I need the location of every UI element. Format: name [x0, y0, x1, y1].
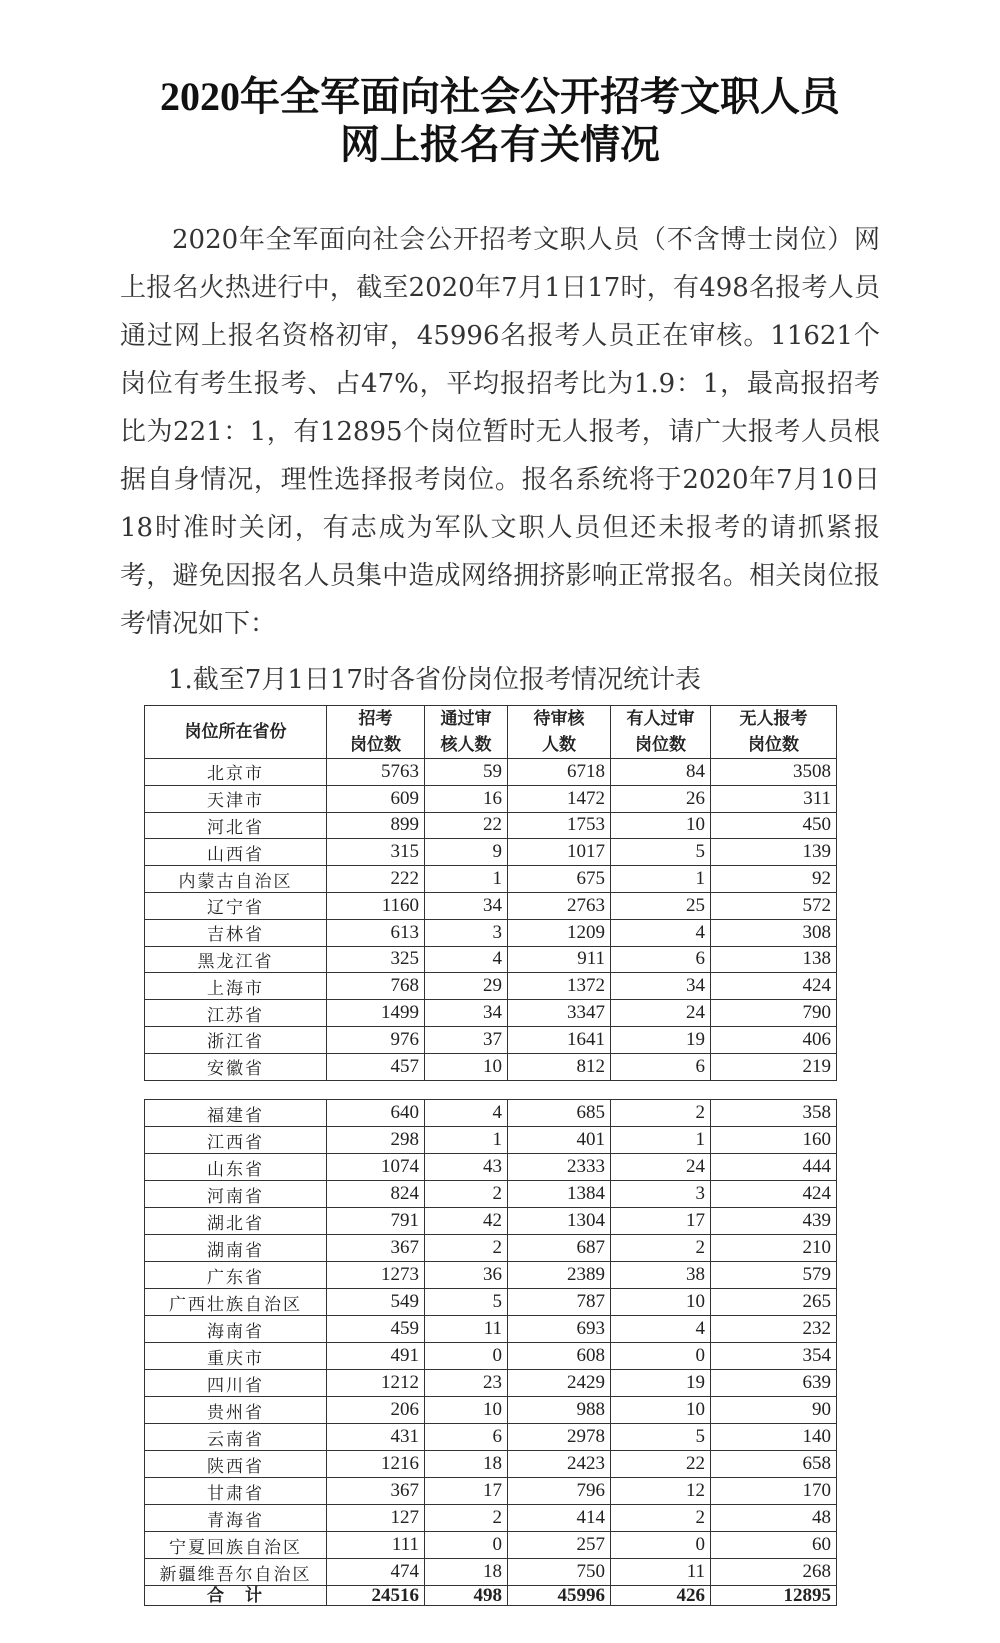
province-cell: 河南省	[145, 1181, 327, 1208]
value-cell: 1212	[327, 1370, 425, 1397]
value-cell: 6	[425, 1424, 508, 1451]
table-row	[145, 1370, 837, 1397]
value-cell: 424	[711, 973, 837, 1000]
value-cell: 10	[425, 1053, 508, 1080]
value-cell: 17	[425, 1478, 508, 1505]
table-row	[145, 839, 837, 866]
value-cell: 2978	[508, 1424, 611, 1451]
value-cell: 160	[711, 1127, 837, 1154]
province-cell: 四川省	[145, 1370, 327, 1397]
table-row	[145, 1000, 837, 1027]
value-cell: 10	[611, 1289, 711, 1316]
value-cell: 268	[711, 1559, 837, 1586]
value-cell: 2333	[508, 1154, 611, 1181]
table-row	[145, 1262, 837, 1289]
province-cell: 贵州省	[145, 1397, 327, 1424]
header-recruit-positions: 招考 岗位数	[327, 706, 425, 759]
value-cell: 1372	[508, 973, 611, 1000]
table-row	[145, 1053, 837, 1080]
value-cell: 140	[711, 1424, 837, 1451]
value-cell: 450	[711, 812, 837, 839]
table-row	[145, 1127, 837, 1154]
value-cell: 1160	[327, 892, 425, 919]
value-cell: 111	[327, 1532, 425, 1559]
value-cell: 3	[425, 919, 508, 946]
table-row	[145, 1235, 837, 1262]
province-cell: 合 计	[145, 1586, 327, 1606]
value-cell: 1499	[327, 1000, 425, 1027]
value-cell: 16	[425, 785, 508, 812]
value-cell: 37	[425, 1026, 508, 1053]
value-cell: 36	[425, 1262, 508, 1289]
value-cell: 45996	[508, 1586, 611, 1606]
table-row	[145, 1181, 837, 1208]
value-cell: 11	[425, 1316, 508, 1343]
value-cell: 1472	[508, 785, 611, 812]
value-cell: 608	[508, 1343, 611, 1370]
table-total-row	[145, 1586, 837, 1606]
value-cell: 639	[711, 1370, 837, 1397]
province-cell: 青海省	[145, 1505, 327, 1532]
value-cell: 219	[711, 1053, 837, 1080]
value-cell: 60	[711, 1532, 837, 1559]
value-cell: 2	[425, 1505, 508, 1532]
value-cell: 139	[711, 839, 837, 866]
province-cell: 甘肃省	[145, 1478, 327, 1505]
document-title-line-2: 网上报名有关情况	[340, 122, 660, 167]
province-cell: 天津市	[145, 785, 327, 812]
value-cell: 358	[711, 1100, 837, 1127]
value-cell: 24516	[327, 1586, 425, 1606]
province-cell: 上海市	[145, 973, 327, 1000]
province-cell: 山东省	[145, 1154, 327, 1181]
value-cell: 976	[327, 1026, 425, 1053]
province-cell: 河北省	[145, 812, 327, 839]
value-cell: 790	[711, 1000, 837, 1027]
value-cell: 1	[611, 866, 711, 893]
province-cell: 安徽省	[145, 1053, 327, 1080]
province-cell: 湖北省	[145, 1208, 327, 1235]
value-cell: 5	[611, 1424, 711, 1451]
value-cell: 768	[327, 973, 425, 1000]
value-cell: 29	[425, 973, 508, 1000]
province-cell: 浙江省	[145, 1026, 327, 1053]
province-cell: 湖南省	[145, 1235, 327, 1262]
value-cell: 48	[711, 1505, 837, 1532]
value-cell: 265	[711, 1289, 837, 1316]
value-cell: 10	[425, 1397, 508, 1424]
value-cell: 19	[611, 1370, 711, 1397]
value-cell: 34	[425, 1000, 508, 1027]
value-cell: 444	[711, 1154, 837, 1181]
value-cell: 23	[425, 1370, 508, 1397]
table-caption: 1.截至7月1日17时各省份岗位报考情况统计表	[168, 665, 701, 695]
value-cell: 0	[611, 1343, 711, 1370]
province-cell: 福建省	[145, 1100, 327, 1127]
value-cell: 315	[327, 839, 425, 866]
value-cell: 2423	[508, 1451, 611, 1478]
province-stats-table-part-1	[144, 705, 837, 1081]
value-cell: 170	[711, 1478, 837, 1505]
value-cell: 687	[508, 1235, 611, 1262]
value-cell: 12895	[711, 1586, 837, 1606]
value-cell: 812	[508, 1053, 611, 1080]
value-cell: 911	[508, 946, 611, 973]
value-cell: 1	[425, 866, 508, 893]
value-cell: 311	[711, 785, 837, 812]
province-cell: 广西壮族自治区	[145, 1289, 327, 1316]
value-cell: 4	[425, 946, 508, 973]
value-cell: 138	[711, 946, 837, 973]
header-positions-no-applicants: 无人报考 岗位数	[711, 706, 837, 759]
value-cell: 6	[611, 946, 711, 973]
value-cell: 1	[425, 1127, 508, 1154]
value-cell: 2763	[508, 892, 611, 919]
value-cell: 222	[327, 866, 425, 893]
value-cell: 988	[508, 1397, 611, 1424]
table-row	[145, 946, 837, 973]
value-cell: 298	[327, 1127, 425, 1154]
table-row	[145, 919, 837, 946]
province-cell: 新疆维吾尔自治区	[145, 1559, 327, 1586]
value-cell: 92	[711, 866, 837, 893]
value-cell: 609	[327, 785, 425, 812]
table-row	[145, 1505, 837, 1532]
value-cell: 1273	[327, 1262, 425, 1289]
value-cell: 431	[327, 1424, 425, 1451]
table-row	[145, 892, 837, 919]
table-row	[145, 812, 837, 839]
value-cell: 12	[611, 1478, 711, 1505]
value-cell: 1384	[508, 1181, 611, 1208]
value-cell: 549	[327, 1289, 425, 1316]
value-cell: 367	[327, 1478, 425, 1505]
value-cell: 426	[611, 1586, 711, 1606]
table-row	[145, 1559, 837, 1586]
header-passed-count: 通过审 核人数	[425, 706, 508, 759]
province-cell: 重庆市	[145, 1343, 327, 1370]
header-pending-count: 待审核 人数	[508, 706, 611, 759]
value-cell: 1304	[508, 1208, 611, 1235]
value-cell: 4	[611, 919, 711, 946]
value-cell: 2	[425, 1235, 508, 1262]
value-cell: 308	[711, 919, 837, 946]
value-cell: 406	[711, 1026, 837, 1053]
value-cell: 414	[508, 1505, 611, 1532]
value-cell: 1017	[508, 839, 611, 866]
value-cell: 6	[611, 1053, 711, 1080]
province-cell: 宁夏回族自治区	[145, 1532, 327, 1559]
value-cell: 2	[611, 1100, 711, 1127]
table-row	[145, 1100, 837, 1127]
value-cell: 474	[327, 1559, 425, 1586]
province-cell: 云南省	[145, 1424, 327, 1451]
value-cell: 5	[425, 1289, 508, 1316]
value-cell: 232	[711, 1316, 837, 1343]
value-cell: 2	[611, 1505, 711, 1532]
header-positions-with-approved: 有人过审 岗位数	[611, 706, 711, 759]
value-cell: 25	[611, 892, 711, 919]
value-cell: 796	[508, 1478, 611, 1505]
province-cell: 黑龙江省	[145, 946, 327, 973]
value-cell: 750	[508, 1559, 611, 1586]
value-cell: 367	[327, 1235, 425, 1262]
value-cell: 5763	[327, 759, 425, 786]
value-cell: 34	[611, 973, 711, 1000]
value-cell: 19	[611, 1026, 711, 1053]
value-cell: 4	[425, 1100, 508, 1127]
table-row	[145, 1424, 837, 1451]
value-cell: 0	[425, 1532, 508, 1559]
province-cell: 江苏省	[145, 1000, 327, 1027]
value-cell: 2429	[508, 1370, 611, 1397]
value-cell: 2	[425, 1181, 508, 1208]
table-row	[145, 1343, 837, 1370]
value-cell: 1641	[508, 1026, 611, 1053]
value-cell: 2389	[508, 1262, 611, 1289]
province-cell: 内蒙古自治区	[145, 866, 327, 893]
value-cell: 824	[327, 1181, 425, 1208]
value-cell: 439	[711, 1208, 837, 1235]
table-row	[145, 1208, 837, 1235]
value-cell: 354	[711, 1343, 837, 1370]
value-cell: 10	[611, 1397, 711, 1424]
value-cell: 693	[508, 1316, 611, 1343]
document-title-line-1: 2020年全军面向社会公开招考文职人员	[160, 74, 840, 119]
value-cell: 59	[425, 759, 508, 786]
value-cell: 22	[425, 812, 508, 839]
value-cell: 1753	[508, 812, 611, 839]
table-row	[145, 1478, 837, 1505]
table-row	[145, 785, 837, 812]
value-cell: 787	[508, 1289, 611, 1316]
value-cell: 491	[327, 1343, 425, 1370]
value-cell: 572	[711, 892, 837, 919]
value-cell: 899	[327, 812, 425, 839]
value-cell: 658	[711, 1451, 837, 1478]
value-cell: 613	[327, 919, 425, 946]
province-cell: 山西省	[145, 839, 327, 866]
value-cell: 11	[611, 1559, 711, 1586]
value-cell: 1216	[327, 1451, 425, 1478]
value-cell: 498	[425, 1586, 508, 1606]
value-cell: 43	[425, 1154, 508, 1181]
province-cell: 海南省	[145, 1316, 327, 1343]
value-cell: 1209	[508, 919, 611, 946]
value-cell: 18	[425, 1559, 508, 1586]
value-cell: 325	[327, 946, 425, 973]
value-cell: 6718	[508, 759, 611, 786]
table-row	[145, 1026, 837, 1053]
intro-paragraph: 2020年全军面向社会公开招考文职人员（不含博士岗位）网上报名火热进行中，截至2020年7月1日17时，有498名报考人员通过网上报名资格初审，45996名报考人员正在审核。11621个岗位有考生报考、占47%，平均报招考比为1.9：1，最高报招考比为221：1，有12895个岗位暂时无人报考，请广大报考人员根据自身情况，理性选择报考岗位。报名系统将于2020年7月10日18时准时关闭，有志成为军队文职人员但还未报考的请抓紧报考，避免因报名人员集中造成网络拥挤影响正常报名。相关岗位报考情况如下：	[120, 225, 880, 639]
value-cell: 1	[611, 1127, 711, 1154]
value-cell: 34	[425, 892, 508, 919]
value-cell: 675	[508, 866, 611, 893]
value-cell: 9	[425, 839, 508, 866]
province-cell: 江西省	[145, 1127, 327, 1154]
value-cell: 17	[611, 1208, 711, 1235]
province-cell: 辽宁省	[145, 892, 327, 919]
table-row	[145, 1532, 837, 1559]
value-cell: 3347	[508, 1000, 611, 1027]
value-cell: 24	[611, 1154, 711, 1181]
value-cell: 791	[327, 1208, 425, 1235]
value-cell: 38	[611, 1262, 711, 1289]
table-row	[145, 866, 837, 893]
value-cell: 424	[711, 1181, 837, 1208]
value-cell: 3508	[711, 759, 837, 786]
value-cell: 0	[611, 1532, 711, 1559]
value-cell: 579	[711, 1262, 837, 1289]
value-cell: 84	[611, 759, 711, 786]
table-row	[145, 1154, 837, 1181]
value-cell: 685	[508, 1100, 611, 1127]
value-cell: 457	[327, 1053, 425, 1080]
value-cell: 4	[611, 1316, 711, 1343]
value-cell: 1074	[327, 1154, 425, 1181]
province-cell: 北京市	[145, 759, 327, 786]
value-cell: 210	[711, 1235, 837, 1262]
value-cell: 127	[327, 1505, 425, 1532]
header-province: 岗位所在省份	[145, 706, 327, 759]
value-cell: 206	[327, 1397, 425, 1424]
table-row	[145, 1397, 837, 1424]
value-cell: 0	[425, 1343, 508, 1370]
province-cell: 陕西省	[145, 1451, 327, 1478]
value-cell: 90	[711, 1397, 837, 1424]
table-row	[145, 1289, 837, 1316]
value-cell: 42	[425, 1208, 508, 1235]
table-row	[145, 973, 837, 1000]
value-cell: 3	[611, 1181, 711, 1208]
value-cell: 10	[611, 812, 711, 839]
province-stats-table-part-2	[144, 1099, 837, 1606]
value-cell: 459	[327, 1316, 425, 1343]
value-cell: 2	[611, 1235, 711, 1262]
value-cell: 640	[327, 1100, 425, 1127]
table-row	[145, 759, 837, 786]
value-cell: 24	[611, 1000, 711, 1027]
value-cell: 257	[508, 1532, 611, 1559]
value-cell: 26	[611, 785, 711, 812]
province-cell: 广东省	[145, 1262, 327, 1289]
table-row	[145, 1451, 837, 1478]
value-cell: 5	[611, 839, 711, 866]
value-cell: 401	[508, 1127, 611, 1154]
province-cell: 吉林省	[145, 919, 327, 946]
value-cell: 22	[611, 1451, 711, 1478]
table-row	[145, 1316, 837, 1343]
value-cell: 18	[425, 1451, 508, 1478]
